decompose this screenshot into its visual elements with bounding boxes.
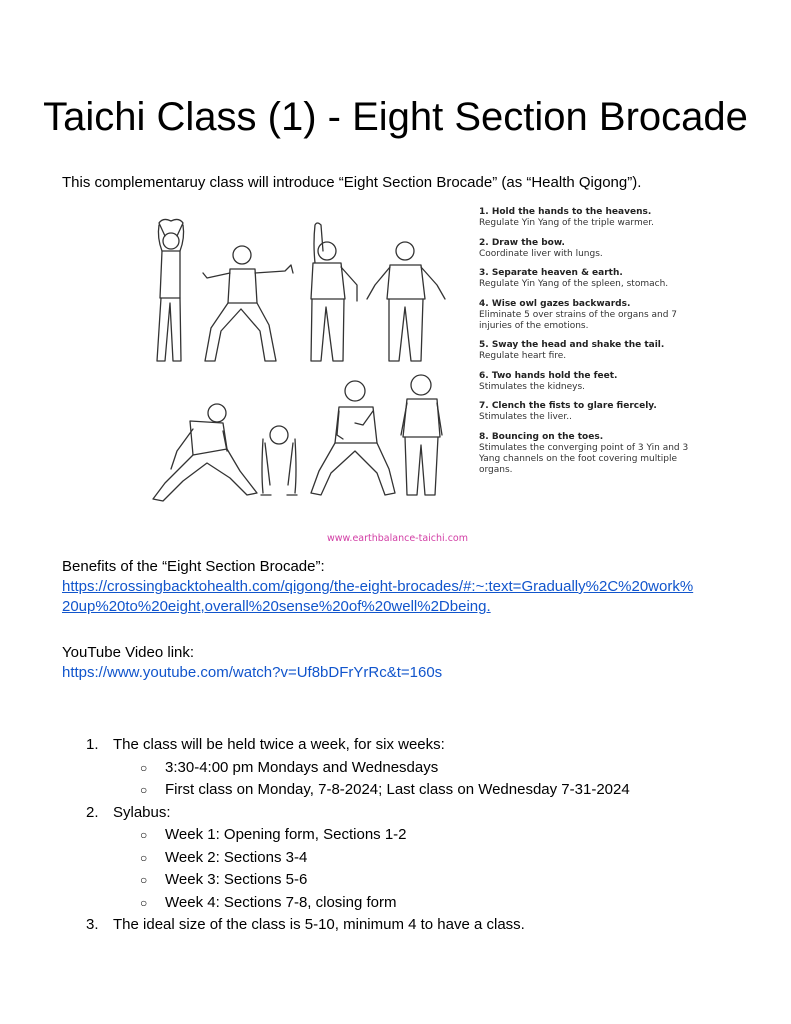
youtube-section [62, 643, 442, 683]
benefits-section [62, 557, 693, 617]
figure-7-clench-fists [311, 381, 395, 495]
figure-2-draw-the-bow [203, 246, 293, 361]
youtube-label: YouTube Video link: [62, 644, 195, 661]
bullet-icon: ○ [140, 873, 148, 887]
caption-5: 5. Sway the head and shake the tail. Regulate heart fire. [479, 340, 665, 361]
caption-6: 6. Two hands hold the feet. Stimulates the kidneys. [479, 370, 618, 392]
figure-3-heaven-earth [311, 223, 357, 361]
image-source-credit: www.earthbalance-taichi.com [327, 533, 468, 544]
figure-6-hold-feet [261, 426, 297, 495]
figure-captions [479, 207, 694, 484]
bullet-icon: ○ [140, 895, 148, 910]
bullet-icon: ○ [140, 783, 148, 797]
bullet-icon: ○ [140, 828, 148, 842]
figure-8-bouncing [401, 375, 442, 495]
bullet-icon: ○ [140, 760, 148, 775]
benefits-label: Benefits of the “Eight Section Brocade”: [62, 558, 325, 575]
figure-5-sway-head [153, 404, 257, 501]
figure-4-owl-gazes [367, 242, 445, 361]
caption-7: 7. Clench the fists to glare fiercely. Stimulates the liver.. [479, 401, 657, 422]
benefits-link-line-1: https://crossingbacktohealth.com/qigong/the-eight-brocades/#:~:text=Gradually%2C%20work% [62, 578, 694, 595]
page-title: Taichi Class (1) - Eight Section Brocade [43, 95, 748, 139]
caption-4: 4. Wise owl gazes backwards. Eliminate 5 over strains of the organs and 7 injuries of the emotions. [479, 298, 678, 331]
benefits-link[interactable] [62, 578, 693, 615]
caption-8: 8. Bouncing on the toes. Stimulates the converging point of 3 Yin and 3 Yang channels on the foot covering multiple organs. [479, 431, 689, 475]
caption-2: 2. Draw the bow. Coordinate liver with lungs. [479, 237, 603, 259]
figure-1-hands-to-heavens [157, 219, 184, 361]
caption-3: 3. Separate heaven & earth. Regulate Yin Yang of the spleen, stomach. [479, 268, 669, 289]
intro-paragraph: This complementaruy class will introduce “Eight Section Brocade” (as “Health Qigong”). [62, 174, 642, 191]
benefits-link-line-2: 20up%20to%20eight,overall%20sense%20of%20well%2Dbeing. [62, 598, 491, 615]
youtube-link[interactable]: https://www.youtube.com/watch?v=Uf8bDFrYrRc&t=160s [62, 664, 443, 681]
caption-1: 1. Hold the hands to the heavens. Regulate Yin Yang of the triple warmer. [479, 207, 655, 228]
bullet-icon: ○ [140, 850, 148, 865]
